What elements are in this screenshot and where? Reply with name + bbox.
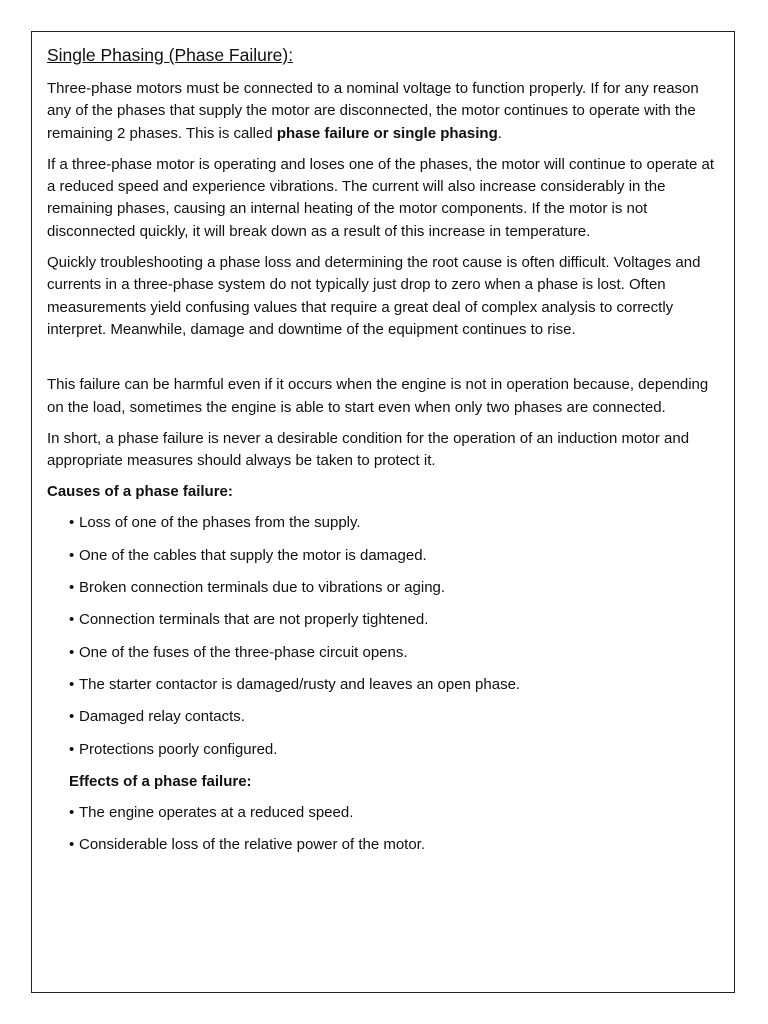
list-item-text: The engine operates at a reduced speed.	[79, 803, 354, 821]
bullet-icon: •	[69, 675, 75, 693]
list-item-text: Protections poorly configured.	[79, 740, 278, 758]
document-content	[47, 44, 723, 866]
bullet-icon: •	[69, 579, 75, 597]
bullet-icon: •	[69, 611, 75, 629]
bullet-icon: •	[69, 836, 75, 854]
spacer	[47, 350, 723, 374]
list-item	[69, 802, 723, 824]
list-item	[69, 609, 723, 631]
list-item-text: Connection terminals that are not properly tightened.	[79, 611, 429, 629]
list-item	[69, 512, 723, 534]
list-item	[69, 545, 723, 567]
list-item-text: One of the fuses of the three-phase circuit opens.	[79, 643, 408, 661]
effects-heading: Effects of a phase failure:	[69, 772, 252, 790]
effects-list	[69, 802, 723, 856]
paragraph-intro-end: .	[497, 124, 502, 142]
bullet-icon: •	[69, 740, 75, 758]
list-item-text: Considerable loss of the relative power of the motor.	[79, 836, 426, 854]
document-page	[31, 31, 735, 993]
list-item-text: The starter contactor is damaged/rusty and leaves an open phase.	[79, 675, 521, 693]
list-item-text: Loss of one of the phases from the supply.	[79, 514, 361, 532]
phase-failure-term: phase failure or single phasing	[276, 124, 498, 142]
list-item	[69, 834, 723, 856]
page-title: Single Phasing (Phase Failure):	[47, 45, 294, 65]
bullet-icon: •	[69, 708, 75, 726]
list-item	[69, 739, 723, 761]
list-item	[69, 706, 723, 728]
paragraph-summary: In short, a phase failure is never a desirable condition for the operation of an induction motor and appropriate measures should always be taken to protect it.	[47, 429, 690, 470]
list-item	[69, 674, 723, 696]
paragraph-intro-text: Three-phase motors must be connected to a nominal voltage to function properly. If for any reason any of the phases that supply the motor are disconnected, the motor continues to operate with the remaining 2 phases. This is called	[47, 80, 699, 142]
bullet-icon: •	[69, 803, 75, 821]
list-item	[69, 642, 723, 664]
paragraph-troubleshooting: Quickly troubleshooting a phase loss and determining the root cause is often difficult. Voltages and currents in a three-phase system do not typically just drop to zero when a phase is lost. Often measurements yield confusing values that require a great deal of complex analysis to correctly interpret. Meanwhile, damage and downtime of the equipment continues to rise.	[47, 254, 701, 338]
paragraph-harmful: This failure can be harmful even if it occurs when the engine is not in operation because, depending on the load, sometimes the engine is able to start even when only two phases are connected.	[47, 376, 709, 416]
paragraph-intro	[47, 78, 723, 145]
list-item-text: One of the cables that supply the motor is damaged.	[79, 546, 427, 564]
paragraph-effects-overview: If a three-phase motor is operating and loses one of the phases, the motor will continue to operate at a reduced speed and experience vibrations. The current will also increase considerably in the remaining phases, causing an internal heating of the motor components. If the motor is not disconnected quickly, it will break down as a result of this increase in temperature.	[47, 155, 715, 240]
bullet-icon: •	[69, 546, 75, 564]
list-item	[69, 577, 723, 599]
causes-heading: Causes of a phase failure:	[47, 483, 233, 501]
bullet-icon: •	[69, 514, 75, 532]
list-item-text: Broken connection terminals due to vibrations or aging.	[79, 579, 446, 597]
bullet-icon: •	[69, 643, 75, 661]
list-item-text: Damaged relay contacts.	[79, 708, 245, 726]
causes-list	[69, 512, 723, 760]
